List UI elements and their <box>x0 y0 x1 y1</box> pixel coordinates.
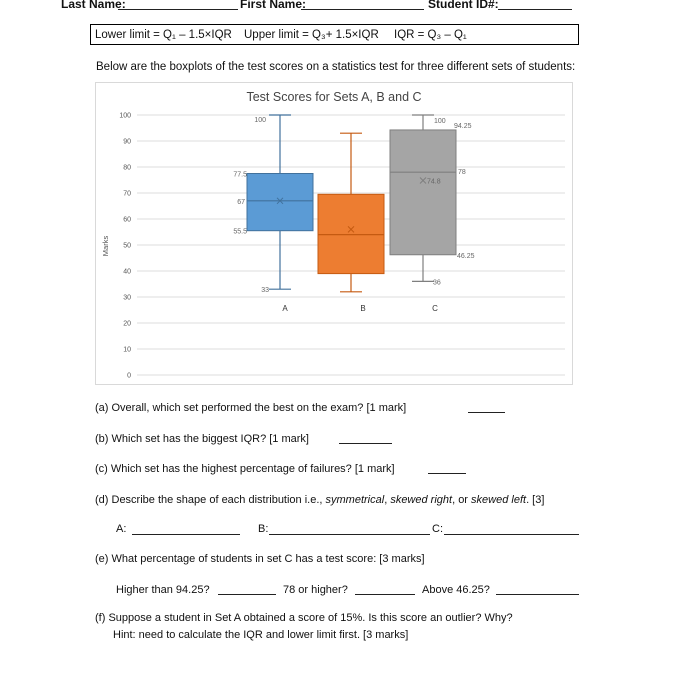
data-label-q1-c: 46.25 <box>457 252 475 260</box>
answer-b-line[interactable] <box>339 443 392 444</box>
intro-text: Below are the boxplots of the test scores on a statistics test for three different sets of students: <box>96 61 576 73</box>
box-a <box>247 174 313 231</box>
answer-d-b-line[interactable] <box>269 534 430 535</box>
box-b <box>318 194 384 273</box>
data-label-median-c: 78 <box>458 169 466 177</box>
question-b: (b) Which set has the biggest IQR? [1 mark] <box>95 433 309 445</box>
y-tick-label-90: 90 <box>123 138 131 146</box>
y-tick-label-20: 20 <box>123 320 131 328</box>
y-tick-label-50: 50 <box>123 242 131 250</box>
first-name-label: First Name: <box>240 0 307 11</box>
box-c <box>390 130 456 255</box>
student-id-label: Student ID#: <box>428 0 499 11</box>
answer-e1-line[interactable] <box>218 594 276 595</box>
category-label-b: B <box>360 304 366 313</box>
data-label-mean-c: 74.8 <box>427 178 441 186</box>
d-label-b: B: <box>258 523 269 535</box>
question-d-suffix: . [3] <box>526 494 545 506</box>
e-part-2: 78 or higher? <box>283 584 348 596</box>
y-tick-label-100: 100 <box>119 112 131 120</box>
category-label-c: C <box>432 304 438 313</box>
y-tick-label-10: 10 <box>123 346 131 354</box>
answer-e3-line[interactable] <box>496 594 579 595</box>
category-label-a: A <box>282 304 288 313</box>
e-part-1: Higher than 94.25? <box>116 584 210 596</box>
question-e: (e) What percentage of students in set C has a test score: [3 marks] <box>95 553 425 565</box>
question-d-sep1: , <box>384 494 391 506</box>
term-skewed-left: skewed left <box>471 494 527 506</box>
data-label-max-a: 100 <box>254 117 266 124</box>
lower-limit-formula: Lower limit = Q₁ – 1.5×IQR <box>95 29 232 41</box>
question-d-prefix: (d) Describe the shape of each distribution i.e., <box>95 494 326 506</box>
answer-c-line[interactable] <box>428 473 466 474</box>
data-label-min-a: 33 <box>261 287 269 295</box>
data-label-q3-c: 94.25 <box>454 122 472 130</box>
question-f-line1: (f) Suppose a student in Set A obtained a score of 15%. Is this score an outlier? Why? <box>95 612 513 624</box>
y-tick-label-70: 70 <box>123 190 131 198</box>
y-tick-label-60: 60 <box>123 216 131 224</box>
data-label-min-c: 36 <box>433 279 441 287</box>
iqr-formula: IQR = Q₃ – Q₁ <box>394 29 467 41</box>
answer-d-c-line[interactable] <box>444 534 579 535</box>
data-label-median-a: 67 <box>237 198 245 206</box>
answer-e2-line[interactable] <box>355 594 415 595</box>
question-d <box>95 494 544 506</box>
upper-limit-formula: Upper limit = Q₃+ 1.5×IQR <box>244 29 379 41</box>
y-axis-label: Marks <box>101 235 110 257</box>
question-a: (a) Overall, which set performed the best on the exam? [1 mark] <box>95 402 407 414</box>
d-label-a: A: <box>116 523 127 535</box>
term-symmetrical: symmetrical <box>325 494 385 506</box>
answer-a-line[interactable] <box>468 412 505 413</box>
data-label-max-c: 100 <box>434 118 446 125</box>
y-tick-label-80: 80 <box>123 164 131 172</box>
answer-d-a-line[interactable] <box>132 534 240 535</box>
question-f-line2: Hint: need to calculate the IQR and lower limit first. [3 marks] <box>113 629 409 641</box>
question-d-sep2: , or <box>452 494 472 506</box>
y-tick-label-40: 40 <box>123 268 131 276</box>
d-label-c: C: <box>432 523 443 535</box>
question-c: (c) Which set has the highest percentage of failures? [1 mark] <box>95 463 395 475</box>
last-name-label: Last Name: <box>61 0 126 11</box>
term-skewed-right: skewed right <box>390 494 453 506</box>
y-tick-label-0: 0 <box>127 372 131 380</box>
data-label-q1-a: 55.5 <box>233 228 247 236</box>
chart-title: Test Scores for Sets A, B and C <box>246 90 422 104</box>
e-part-3: Above 46.25? <box>422 584 490 596</box>
y-tick-label-30: 30 <box>123 294 131 302</box>
data-label-q3-a: 77.5 <box>233 171 247 179</box>
